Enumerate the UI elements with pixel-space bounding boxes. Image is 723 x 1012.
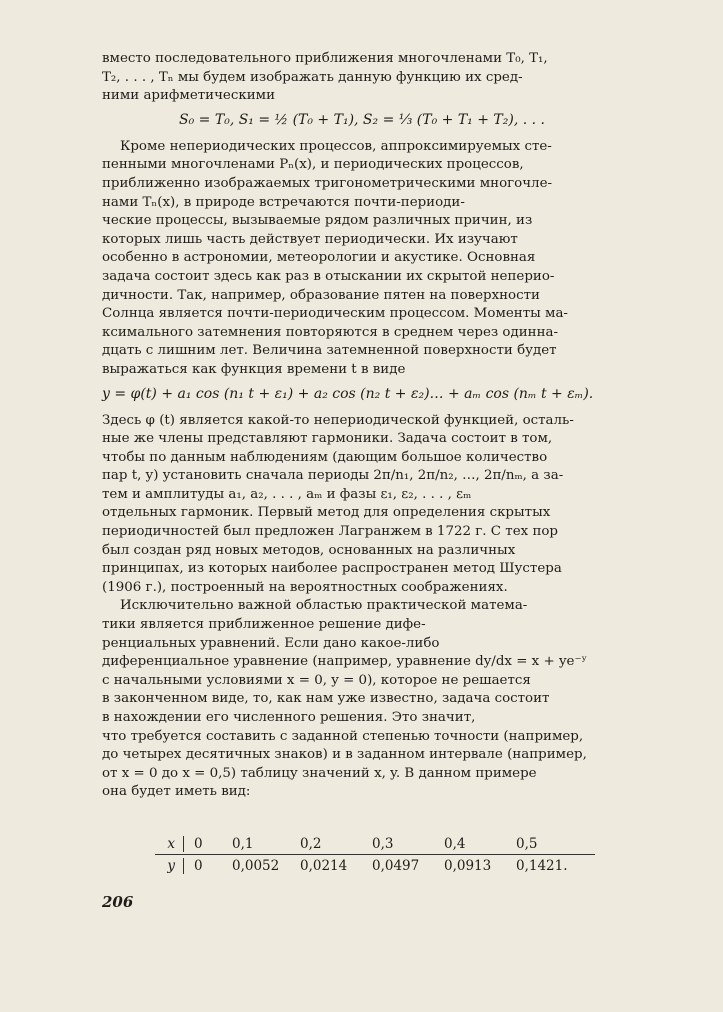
table-cell: 0,3	[372, 835, 394, 852]
table-cell: 0,5	[516, 835, 538, 852]
text-line: выражаться как функция времени t в виде	[102, 361, 406, 377]
text-line: ческие процессы, вызываемые рядом различных причин, из	[102, 213, 533, 229]
text-line: ренциальных уравнений. Если дано какое-либо	[102, 635, 440, 651]
table-cell: 0	[194, 835, 203, 852]
text-line: был создан ряд новых методов, основанных на различных	[102, 542, 516, 558]
x-label: x	[155, 836, 184, 852]
text-line: пар t, y) установить сначала периоды 2π/n₁, 2π/n₂, …, 2π/nₘ, а за-	[102, 468, 564, 484]
text-line: в нахождении его численного решения. Это значит,	[102, 710, 476, 725]
formula-averages: S₀ = T₀, S₁ = ½ (T₀ + T₁), S₂ = ⅓ (T₀ + T₁ + T₂), . . .	[179, 111, 545, 128]
text-line: от x = 0 до x = 0,5) таблицу значений x, y. В данном примере	[102, 765, 537, 781]
text-line: особенно в астрономии, метеорологии и акустике. Основная	[102, 250, 536, 266]
page-text	[102, 50, 622, 802]
text-line: диференциальное уравнение (например, уравнение dy/dx = x + ye⁻ʸ	[102, 654, 588, 670]
text-line: Солнца является почти-периодическим процессом. Моменты ма-	[102, 306, 568, 322]
text-line: периодичностей был предложен Лагранжем в 1722 г. С тех пор	[102, 524, 559, 540]
text-line: с начальными условиями x = 0, y = 0), которое не решается	[102, 672, 531, 688]
text-line: она будет иметь вид:	[102, 784, 251, 800]
table-cell: 0	[194, 857, 203, 874]
table-cell: 0,1421.	[516, 857, 568, 874]
text-line: задача состоит здесь как раз в отыскании их скрытой неперио-	[102, 268, 555, 284]
text-line: что требуется составить с заданной степенью точности (например,	[102, 728, 584, 744]
page-number: 206	[102, 893, 134, 911]
text-line: (1906 г.), построенный на вероятностных соображениях.	[102, 579, 508, 595]
text-line: Кроме непериодических процессов, аппроксимируемых сте-	[120, 138, 552, 154]
values-table	[155, 833, 595, 876]
text-line: Здесь φ (t) является какой-то непериодической функцией, осталь-	[102, 412, 574, 428]
text-line: в законченном виде, то, как нам уже известно, задача состоит	[102, 691, 550, 707]
formula-almost-periodic: y = φ(t) + a₁ cos (n₁ t + ε₁) + a₂ cos (n₂ t + ε₂)… + aₘ cos (nₘ t + εₘ).	[102, 385, 594, 402]
text-line: пенными многочленами Pₙ(x), и периодических процессов,	[102, 157, 524, 173]
text-line: вместо последовательного приближения многочленами T₀, T₁,	[102, 51, 548, 66]
paragraph-1	[102, 50, 622, 106]
text-line: приближенно изображаемых тригонометрическими многочле-	[102, 175, 553, 191]
text-line: ними арифметическими	[102, 88, 275, 104]
text-line: T₂, . . . , Tₙ мы будем изображать данную функцию их сред-	[102, 69, 523, 85]
paragraph-3	[102, 412, 622, 598]
text-line: ные же члены представляют гармоники. Задача состоит в том,	[102, 431, 553, 447]
table-cell: 0,2	[300, 835, 322, 852]
text-line: тем и амплитуды a₁, a₂, . . . , aₘ и фазы ε₁, ε₂, . . . , εₘ	[102, 486, 472, 502]
table-row-y	[155, 855, 595, 876]
text-line: принципах, из которых наиболее распространен метод Шустера	[102, 561, 562, 577]
text-line: Исключительно важной областью практической матема-	[120, 598, 528, 614]
y-label: y	[155, 858, 184, 874]
text-line: ксимального затемнения повторяются в среднем через одинна-	[102, 324, 559, 340]
text-line: дичности. Так, например, образование пятен на поверхности	[102, 287, 540, 303]
paragraph-4	[102, 597, 622, 802]
table-row-x	[155, 833, 595, 854]
text-line: которых лишь часть действует периодически. Их изучают	[102, 231, 518, 247]
table-cell: 0,1	[232, 835, 254, 852]
text-line: до четырех десятичных знаков) и в заданном интервале (например,	[102, 747, 587, 763]
text-line: дцать с лишним лет. Величина затемненной поверхности будет	[102, 343, 557, 359]
table-cell: 0,0913	[444, 857, 492, 874]
text-line: чтобы по данным наблюдениям (дающим большое количество	[102, 449, 548, 465]
text-line: нами Tₙ(x), в природе встречаются почти-периоди-	[102, 194, 465, 210]
table-cell: 0,4	[444, 835, 466, 852]
text-line: отдельных гармоник. Первый метод для определения скрытых	[102, 505, 551, 521]
paragraph-2	[102, 138, 622, 380]
table-cell: 0,0497	[372, 857, 420, 874]
table-cell: 0,0052	[232, 857, 280, 874]
text-line: тики является приближенное решение дифе-	[102, 617, 426, 633]
table-cell: 0,0214	[300, 857, 348, 874]
